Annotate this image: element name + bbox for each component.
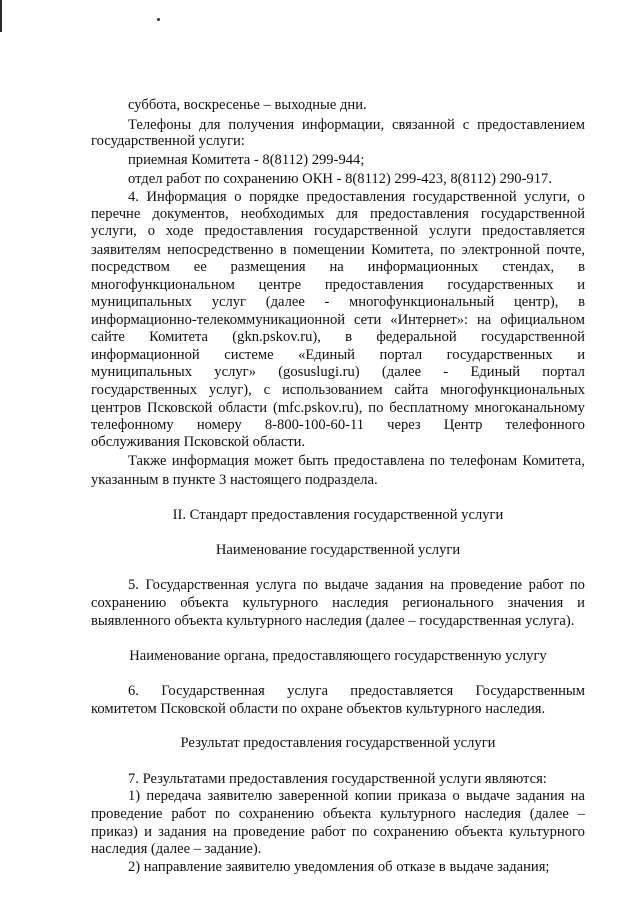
text-line: муниципальных услуг» (gosuslugi.ru) (далее - Единый портал xyxy=(91,364,585,380)
text-line: сайте Комитета (gkn.pskov.ru), в федеральной государственной xyxy=(91,329,585,345)
text-line: отдел работ по сохранению ОКН - 8(8112) 299-423, 8(8112) 290-917. xyxy=(128,171,552,187)
text-line: сохранению объекта культурного наследия регионального значения и xyxy=(91,595,585,611)
text-line: телефонному номеру 8-800-100-60-11 через Центр телефонного xyxy=(91,417,585,433)
text-line: государственной услуги: xyxy=(91,133,245,149)
scan-speck xyxy=(157,18,160,21)
text-line: наследия (далее – задание). xyxy=(91,841,262,857)
text-line: 5. Государственная услуга по выдаче задания на проведение работ по xyxy=(128,577,585,593)
text-line: заявителям непосредственно в помещении Комитета, по электронной почте, xyxy=(91,242,585,258)
text-line: 4. Информация о порядке предоставления государственной услуги, о xyxy=(128,189,585,205)
text-line: посредством ее размещения на информационных стендах, в xyxy=(91,259,585,275)
text-line: Телефоны для получения информации, связанной с предоставлением xyxy=(128,117,585,133)
text-line: информационно-телекоммуникационной сети «Интернет»: на официальном xyxy=(91,312,585,328)
text-line: комитетом Псковской области по охране объектов культурного наследия. xyxy=(91,701,546,717)
text-line: приказ) и задания на проведение работ по сохранению объекта культурного xyxy=(91,824,585,840)
text-line: услуги, о ходе предоставления государственной услуги предоставляется xyxy=(91,223,585,239)
text-line: суббота, воскресенье – выходные дни. xyxy=(128,97,367,113)
text-line: центров Псковской области (mfc.pskov.ru), по бесплатному многоканальному xyxy=(91,400,585,416)
text-line: перечне документов, необходимых для предоставления государственной xyxy=(91,206,585,222)
text-line: многофункциональном центре предоставления государственных и xyxy=(91,277,585,293)
text-line: 2) направление заявителю уведомления об отказе в выдаче задания; xyxy=(128,859,550,875)
text-line: информационной системе «Единый портал государственных и xyxy=(91,347,585,363)
text-line: проведение работ по сохранению объекта культурного наследия (далее – xyxy=(91,806,585,822)
text-line: муниципальных услуг (далее - многофункциональный центр), в xyxy=(91,294,585,310)
text-line: 7. Результатами предоставления государственной услуги являются: xyxy=(128,771,547,787)
text-line: Наименование органа, предоставляющего государственную услугу xyxy=(129,648,547,664)
text-line: II. Стандарт предоставления государственной услуги xyxy=(172,507,504,523)
text-line: государственных услуг), с использованием сайта многофункциональных xyxy=(91,382,585,398)
text-line: 1) передача заявителю заверенной копии приказа о выдаче задания на xyxy=(128,788,585,804)
text-line: выявленного объекта культурного наследия (далее – государственная услуга). xyxy=(91,613,575,629)
scan-edge-mark xyxy=(0,0,2,32)
text-line: указанным в пункте 3 настоящего подраздела. xyxy=(91,472,378,488)
text-line: 6. Государственная услуга предоставляется Государственным xyxy=(128,683,585,699)
text-line: приемная Комитета - 8(8112) 299-944; xyxy=(128,152,365,168)
text-line: Также информация может быть предоставлена по телефонам Комитета, xyxy=(128,453,585,469)
text-line: обслуживания Псковской области. xyxy=(91,434,306,450)
text-line: Результат предоставления государственной услуги xyxy=(180,735,496,751)
text-line: Наименование государственной услуги xyxy=(215,542,461,558)
